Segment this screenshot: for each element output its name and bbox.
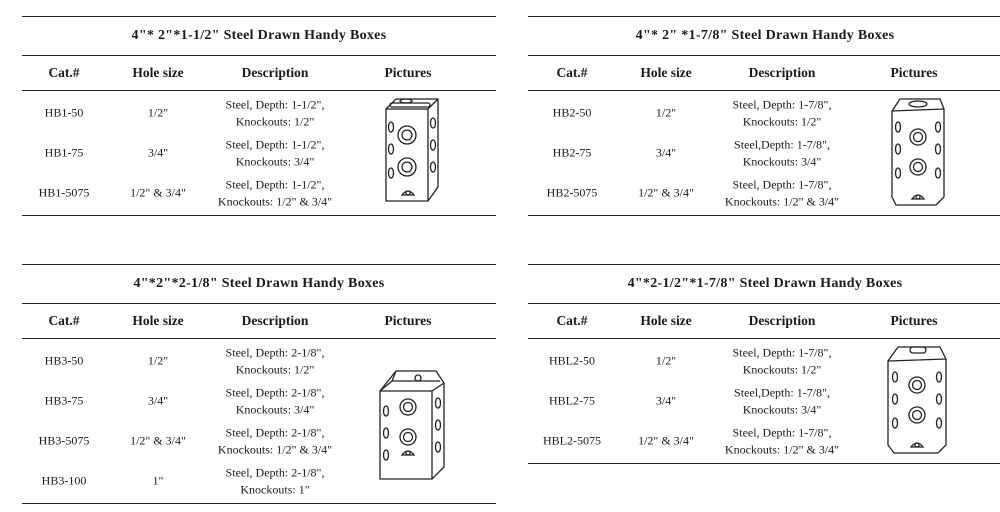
col-cat: Cat.# — [556, 65, 588, 80]
col-cat: Cat.# — [556, 313, 588, 328]
table-header — [528, 304, 1000, 339]
table-title: 4"*2-1/2"*1-7/8" Steel Drawn Handy Boxes — [528, 264, 1000, 304]
handy-box-deep-icon — [374, 367, 448, 483]
table-header — [528, 56, 1000, 91]
col-description: Description — [748, 313, 816, 328]
table-header — [22, 304, 496, 339]
table-row: HB3-100 1" Steel, Depth: 2-1/8", Knockouts: 1" — [41, 465, 325, 497]
table-row: HB2-5075 1/2" & 3/4" Steel, Depth: 1-7/8", Knockouts: 1/2" & 3/4" — [546, 177, 840, 209]
table-hb2 — [528, 16, 1000, 216]
col-hole-size: Hole size — [640, 313, 692, 328]
table-row: HB2-75 3/4" Steel,Depth: 1-7/8", Knockouts: 3/4" — [552, 137, 830, 169]
table-body — [528, 339, 1000, 464]
table-row: HB1-75 3/4" Steel, Depth: 1-1/2", Knockouts: 3/4" — [44, 137, 325, 169]
col-cat: Cat.# — [48, 65, 80, 80]
table-row: HB1-5075 1/2" & 3/4" Steel, Depth: 1-1/2", Knockouts: 1/2" & 3/4" — [38, 177, 333, 209]
table-body — [528, 91, 1000, 216]
col-description: Description — [748, 65, 816, 80]
table-row: HB3-50 1/2" Steel, Depth: 2-1/8", Knockouts: 1/2" — [44, 345, 325, 377]
handy-box-wide-icon — [882, 341, 952, 457]
col-description: Description — [241, 65, 309, 80]
col-cat: Cat.# — [48, 313, 80, 328]
col-hole-size: Hole size — [132, 313, 184, 328]
table-title: 4"*2"*2-1/8" Steel Drawn Handy Boxes — [22, 264, 496, 304]
table-row: HB3-5075 1/2" & 3/4" Steel, Depth: 2-1/8", Knockouts: 1/2" & 3/4" — [38, 425, 333, 457]
table-hb1 — [22, 16, 496, 216]
table-hbl2 — [528, 264, 1000, 464]
table-row: HBL2-5075 1/2" & 3/4" Steel, Depth: 1-7/8", Knockouts: 1/2" & 3/4" — [543, 425, 840, 457]
col-pictures: Pictures — [384, 65, 432, 80]
col-pictures: Pictures — [890, 313, 938, 328]
table-title: 4"* 2" *1-7/8" Steel Drawn Handy Boxes — [528, 16, 1000, 56]
table-body — [22, 91, 496, 216]
table-title: 4"* 2"*1-1/2" Steel Drawn Handy Boxes — [22, 16, 496, 56]
table-row: HB1-50 1/2" Steel, Depth: 1-1/2", Knockouts: 1/2" — [44, 97, 325, 129]
table-body — [22, 339, 496, 504]
table-hb3 — [22, 264, 496, 504]
col-pictures: Pictures — [890, 65, 938, 80]
col-pictures: Pictures — [384, 313, 432, 328]
table-row: HB3-75 3/4" Steel, Depth: 2-1/8", Knockouts: 3/4" — [44, 385, 325, 417]
table-header — [22, 56, 496, 91]
handy-box-narrow-icon — [376, 95, 442, 207]
col-hole-size: Hole size — [132, 65, 184, 80]
col-hole-size: Hole size — [640, 65, 692, 80]
col-description: Description — [241, 313, 309, 328]
table-row: HB2-50 1/2" Steel, Depth: 1-7/8", Knockouts: 1/2" — [552, 97, 832, 129]
handy-box-tall-icon — [886, 93, 948, 209]
table-row: HBL2-50 1/2" Steel, Depth: 1-7/8", Knockouts: 1/2" — [549, 345, 832, 377]
table-row: HBL2-75 3/4" Steel,Depth: 1-7/8", Knockouts: 3/4" — [549, 385, 830, 417]
